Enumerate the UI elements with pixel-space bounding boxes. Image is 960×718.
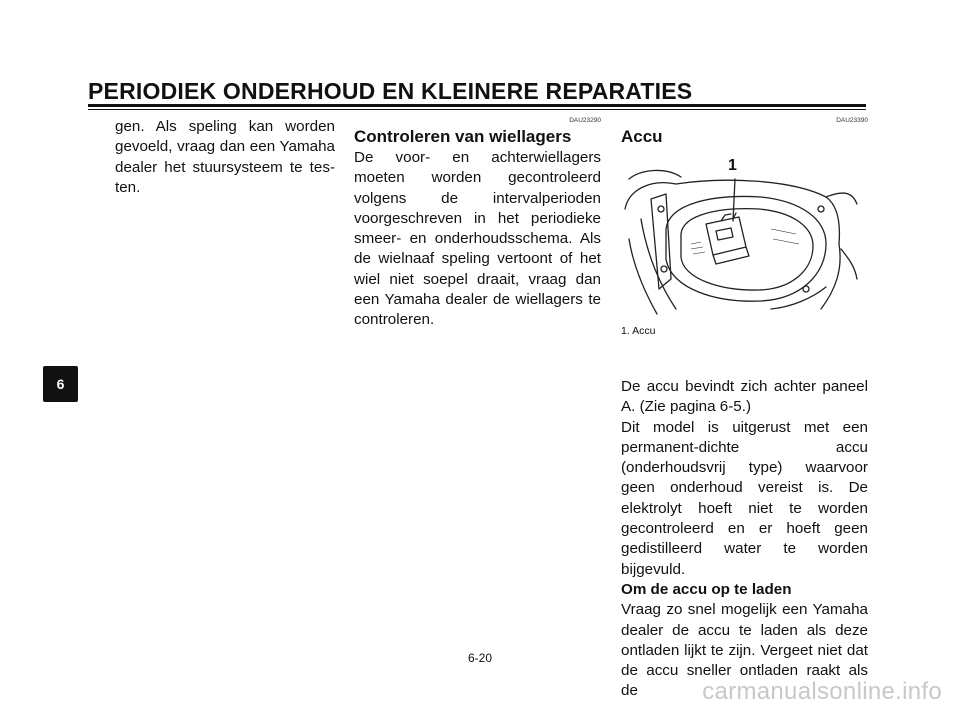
header-rule-thick <box>88 104 866 107</box>
column-1 <box>115 117 335 198</box>
section-title-wheel-bearings: Controleren van wiellagers <box>354 127 572 146</box>
battery-compartment-illustration-icon <box>621 149 859 319</box>
column-3 <box>621 117 868 341</box>
battery-paragraph-maintenance: Dit model is uitgerust met een permanent-dichte accu (onderhoudsvrij type) waarvoor geen onderhoud vereist is. De elektrolyt hoeft niet te worden gecontroleerd en er hoeft geen gedistilleerd water te worden bijgevuld. <box>621 418 868 578</box>
subheading-charging: Om de accu op te laden <box>621 580 792 598</box>
figure-callout-number: 1 <box>728 157 737 174</box>
watermark: carmanualsonline.info <box>702 678 942 705</box>
battery-figure <box>621 149 859 319</box>
battery-paragraph-charging: Vraag zo snel mogelijk een Yamaha dealer de accu te laden als deze ontladen lijkt te zijn. Vergeet niet dat de accu sneller ontladen raakt als de <box>621 601 868 700</box>
col2-paragraph: De voor- en achterwiellagers moeten worden gecontroleerd volgens de intervalperioden voorgeschreven in het periodieke smeer- en onderhoudsschema. Als de wielnaaf speling vertoont of het wiel niet soepel draait, vraag dan een Yamaha dealer de wiellagers te controleren. <box>354 149 601 329</box>
chapter-tab-label: 6 <box>56 376 65 392</box>
battery-paragraph-location: De accu bevindt zich achter paneel A. (Zie pagina 6-5.) <box>621 378 868 416</box>
section-title-battery: Accu <box>621 127 663 146</box>
column-2 <box>354 117 601 331</box>
figure-caption: 1. Accu <box>621 325 656 337</box>
page-number: 6-20 <box>467 651 493 665</box>
chapter-tab[interactable] <box>43 366 78 402</box>
section-code: DAU23290 <box>569 117 601 124</box>
header-rule-thin <box>88 109 866 110</box>
section-code: DAU23390 <box>836 117 868 124</box>
col1-paragraph: gen. Als speling kan worden gevoeld, vraag dan een Yamaha dealer het stuursysteem te testen. <box>115 118 335 196</box>
page-header-title: PERIODIEK ONDERHOUD EN KLEINERE REPARATIES <box>88 78 693 104</box>
